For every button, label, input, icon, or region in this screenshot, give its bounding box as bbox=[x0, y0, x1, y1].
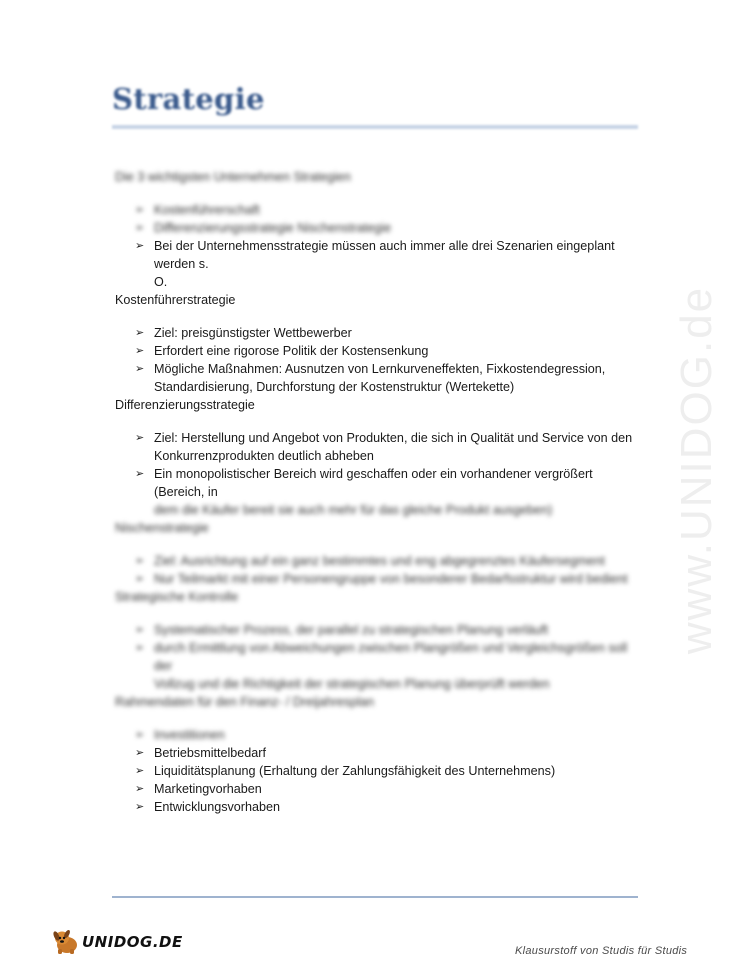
arrow-bullet-icon: ➢ bbox=[135, 642, 145, 654]
bullet-list bbox=[115, 726, 645, 816]
arrow-bullet-icon: ➢ bbox=[135, 345, 145, 357]
list-item bbox=[135, 570, 645, 588]
list-item-text: Systematischer Prozess, der parallel zu strategischen Planung verläuft bbox=[154, 623, 549, 637]
list-item-text: Nur Teilmarkt mit einer Personengruppe von besonderer Bedarfsstruktur wird bedient bbox=[154, 572, 628, 586]
section-heading: Strategische Kontrolle bbox=[115, 590, 239, 604]
arrow-bullet-icon: ➢ bbox=[135, 729, 145, 741]
arrow-bullet-icon: ➢ bbox=[135, 783, 145, 795]
section-heading: Differenzierungsstrategie bbox=[115, 398, 255, 412]
arrow-bullet-icon: ➢ bbox=[135, 432, 145, 444]
footer-tagline: Klausurstoff von Studis für Studis bbox=[515, 945, 688, 957]
footer-rule bbox=[112, 896, 638, 898]
list-item-text: Mögliche Maßnahmen: Ausnutzen von Lernkurveneffekten, Fixkostendegression, bbox=[154, 362, 606, 376]
arrow-bullet-icon: ➢ bbox=[135, 240, 145, 252]
list-item bbox=[135, 552, 645, 570]
list-item-text: Marketingvorhaben bbox=[154, 782, 262, 796]
bullet-list bbox=[115, 621, 645, 693]
list-item bbox=[135, 324, 645, 342]
arrow-bullet-icon: ➢ bbox=[135, 555, 145, 567]
list-item bbox=[135, 744, 645, 762]
list-item bbox=[135, 780, 645, 798]
list-item-text-continued: O. bbox=[154, 275, 168, 289]
list-item bbox=[135, 429, 645, 465]
bullet-list bbox=[115, 429, 645, 519]
arrow-bullet-icon: ➢ bbox=[135, 222, 145, 234]
list-item-text: Ziel: Ausrichtung auf ein ganz bestimmtes und eng abgegrenztes Käufersegment bbox=[154, 554, 605, 568]
bullet-list bbox=[115, 552, 645, 588]
list-item bbox=[135, 219, 645, 237]
list-item-text: Kostenführerschaft bbox=[154, 203, 260, 217]
unidog-logo bbox=[52, 929, 183, 955]
list-item-text: Investitionen bbox=[154, 728, 225, 742]
dog-logo-icon bbox=[52, 929, 80, 955]
list-item-text-continued: Vollzug und die Richtigkeit der strategischen Planung überprüft werden bbox=[154, 677, 550, 691]
logo-text: UNIDOG.DE bbox=[82, 933, 183, 951]
title-underline bbox=[112, 125, 638, 129]
arrow-bullet-icon: ➢ bbox=[135, 468, 145, 480]
section-heading: Rahmendaten für den Finanz- / Dreijahresplan bbox=[115, 695, 375, 709]
list-item-text: Ziel: Herstellung und Angebot von Produkten, die sich in Qualität und Service von den bbox=[154, 431, 633, 445]
list-item-text: durch Ermittlung von Abweichungen zwischen Plangrößen und Vergleichsgrößen soll der bbox=[154, 641, 628, 673]
arrow-bullet-icon: ➢ bbox=[135, 204, 145, 216]
arrow-bullet-icon: ➢ bbox=[135, 801, 145, 813]
list-item bbox=[135, 621, 645, 639]
list-item-text: Erfordert eine rigorose Politik der Kostensenkung bbox=[154, 344, 429, 358]
list-item bbox=[135, 762, 645, 780]
list-item bbox=[135, 342, 645, 360]
arrow-bullet-icon: ➢ bbox=[135, 624, 145, 636]
arrow-bullet-icon: ➢ bbox=[135, 765, 145, 777]
list-item bbox=[135, 798, 645, 816]
list-item bbox=[135, 726, 645, 744]
arrow-bullet-icon: ➢ bbox=[135, 747, 145, 759]
list-item bbox=[135, 237, 645, 291]
page-title: Strategie bbox=[112, 82, 265, 116]
list-item-text-continued: dem die Käufer bereit sie auch mehr für das gleiche Produkt ausgeben) bbox=[154, 503, 553, 517]
arrow-bullet-icon: ➢ bbox=[135, 327, 145, 339]
list-item-text: Liquiditätsplanung (Erhaltung der Zahlungsfähigkeit des Unternehmens) bbox=[154, 764, 556, 778]
list-item-text-continued: Standardisierung, Durchforstung der Kostenstruktur (Wertekette) bbox=[154, 380, 515, 394]
list-item bbox=[135, 639, 645, 693]
list-item-text: Ziel: preisgünstigster Wettbewerber bbox=[154, 326, 352, 340]
arrow-bullet-icon: ➢ bbox=[135, 363, 145, 375]
list-item-text: Betriebsmittelbedarf bbox=[154, 746, 266, 760]
arrow-bullet-icon: ➢ bbox=[135, 573, 145, 585]
watermark-text: www.UNIDOG.de bbox=[672, 285, 722, 655]
list-item-text: Ein monopolistischer Bereich wird geschaffen oder ein vorhandener vergrößert (Bereich, in bbox=[154, 467, 593, 499]
list-item-text-continued: Konkurrenzprodukten deutlich abheben bbox=[154, 449, 374, 463]
list-item-text: Entwicklungsvorhaben bbox=[154, 800, 281, 814]
bullet-list bbox=[115, 201, 645, 291]
list-item-text: Differenzierungsstrategie Nischenstrategie bbox=[154, 221, 392, 235]
list-item-text: Bei der Unternehmensstrategie müssen auch immer alle drei Szenarien eingeplant werden s. bbox=[154, 239, 615, 271]
list-item bbox=[135, 360, 645, 396]
section-heading: Die 3 wichtigsten Unternehmen Strategien bbox=[115, 170, 351, 184]
section-heading: Kostenführerstrategie bbox=[115, 293, 236, 307]
document-body bbox=[115, 168, 645, 816]
list-item bbox=[135, 201, 645, 219]
list-item bbox=[135, 465, 645, 519]
section-heading: Nischenstrategie bbox=[115, 521, 209, 535]
bullet-list bbox=[115, 324, 645, 396]
